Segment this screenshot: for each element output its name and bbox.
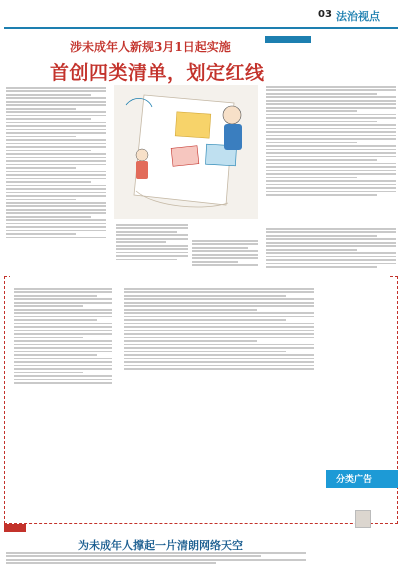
list-box-title [10,268,390,277]
section-title: 法治视点 [336,10,380,23]
bottom-article-text [6,552,306,566]
article-column-2 [116,224,188,262]
article-kicker: 涉未成年人新规3月1日起实施 [70,40,231,54]
article-column-3 [192,240,258,268]
page-header [0,0,402,28]
header-divider [4,27,398,29]
article-column-1 [6,87,106,240]
article-title: 首创四类清单，划定红线 [50,62,265,84]
sidebar-column [266,86,396,198]
portrait-photo [355,510,371,528]
sidebar-kicker [265,36,311,43]
list-box-left-column [14,288,112,386]
article-illustration [114,85,258,219]
classified-ads-title: 分类广告 [336,475,373,485]
bottom-kicker [4,524,26,532]
page-number: 03 [318,9,332,20]
sidebar-column-lower [266,228,396,270]
bottom-article-title: 为未成年人撑起一片清朗网络天空 [78,539,243,552]
list-box-right-column [124,288,314,372]
